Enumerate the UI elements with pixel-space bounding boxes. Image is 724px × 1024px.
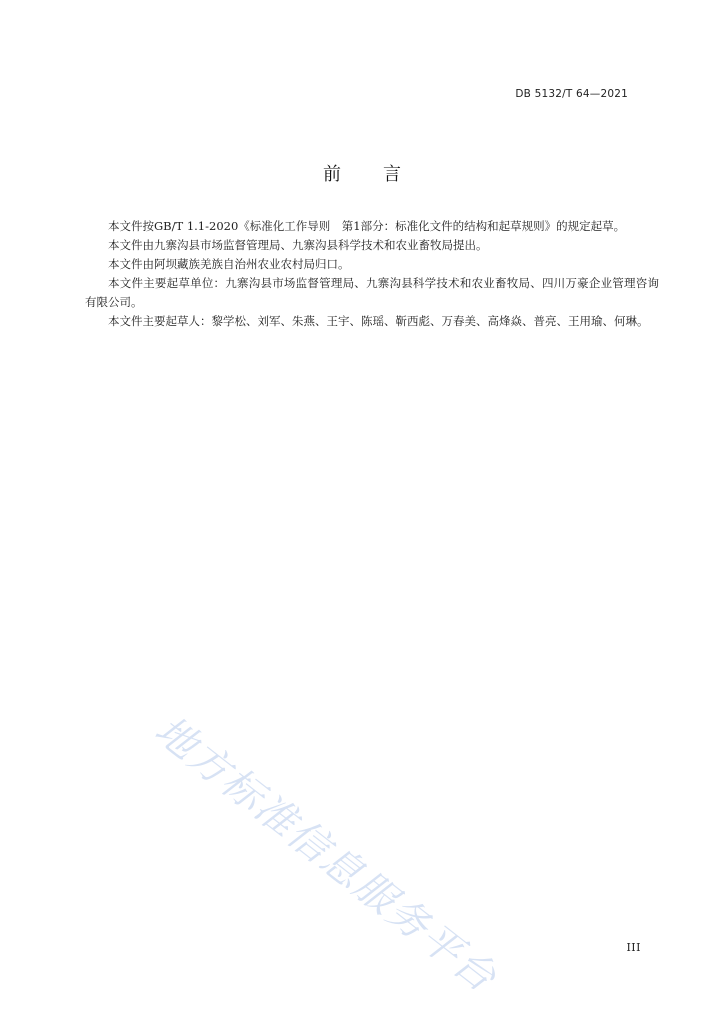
paragraph-proposer: 本文件由九寨沟县市场监督管理局、九寨沟县科学技术和农业畜牧局提出。 xyxy=(108,238,488,252)
paragraph-drafting-rules: 本文件按GB/T 1.1-2020《标准化工作导则 第1部分：标准化文件的结构和起草规则》的规定起草。 xyxy=(108,219,626,233)
page-number: III xyxy=(626,941,641,954)
title-char-2: 言 xyxy=(383,164,401,185)
paragraph-drafters: 本文件主要起草人：黎学松、刘军、朱燕、王宇、陈瑶、靳西彪、万春美、高烽焱、普亮、王用瑜、何琳。 xyxy=(108,314,649,328)
title-char-1: 前 xyxy=(323,164,341,185)
paragraph-administrator: 本文件由阿坝藏族羌族自治州农业农村局归口。 xyxy=(108,257,350,271)
document-code: DB 5132/T 64—2021 xyxy=(515,88,628,100)
paragraph-drafting-units: 本文件主要起草单位：九寨沟县市场监督管理局、九寨沟县科学技术和农业畜牧局、四川万豪企业管理咨询有限公司。 xyxy=(85,276,659,309)
watermark: 地方标准信息服务平台 xyxy=(146,707,506,1002)
page-title xyxy=(0,160,724,186)
foreword-body xyxy=(85,217,659,331)
